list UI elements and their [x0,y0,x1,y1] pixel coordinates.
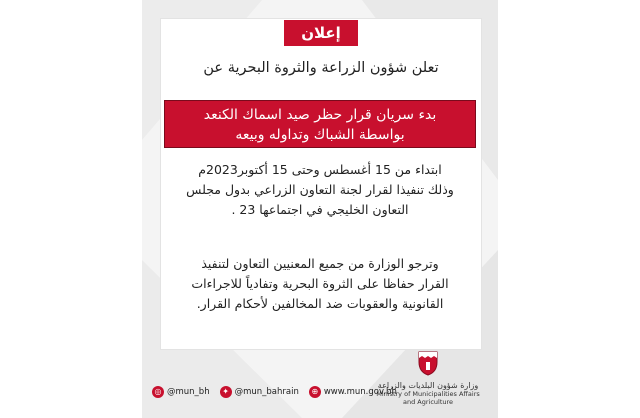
social-links [152,386,397,398]
paragraph-line: ابتداء من 15 أغسطس وحتى 15 أكتوبر2023م [198,162,442,177]
paragraph-line: القرار حفاظا على الثروة البحرية وتفادياً للاجراءات [191,276,449,291]
paragraph-line: القانونية والعقوبات ضد المخالفين لأحكام القرار. [196,296,444,311]
twitter-link[interactable] [220,386,299,398]
website-url: www.mun.gov.bh [323,387,397,397]
twitter-handle: @mun_bahrain [234,387,299,397]
website-link[interactable] [309,386,397,398]
ministry-name-english-line1: Ministry of Municipalities Affairs [376,390,480,398]
instagram-icon: ◎ [152,386,164,398]
paragraph-line: التعاون الخليجي في اجتماعها 23 . [231,202,409,217]
banner-line: بدء سريان قرار حظر صيد اسماك الكنعد [203,107,437,123]
web-icon: ⊕ [309,386,321,398]
instagram-handle: @mun_bh [167,387,210,397]
banner-line: بواسطة الشباك وتداوله وبيعه [235,127,405,143]
ministry-emblem-icon [416,350,440,376]
paragraph-line: وترجو الوزارة من جميع المعنيين التعاون لتنفيذ [201,256,439,271]
instagram-link[interactable] [152,386,210,398]
paragraph-dates [168,160,472,220]
paragraph-request [168,254,472,314]
announcement-subtitle: تعلن شؤون الزراعة والثروة البحرية عن [203,60,439,76]
headline-banner [164,100,476,148]
twitter-icon: ✦ [220,386,232,398]
ministry-name-arabic: وزارة شؤون البلديات والزراعة [377,381,479,390]
ministry-logo-block [368,350,488,416]
paragraph-line: وذلك تنفيذا لقرار لجنة التعاون الزراعي بدول مجلس [186,182,454,197]
announcement-poster [142,0,498,418]
announcement-badge: إعلان [284,20,358,46]
ministry-name-english-line2: and Agriculture [402,398,454,406]
